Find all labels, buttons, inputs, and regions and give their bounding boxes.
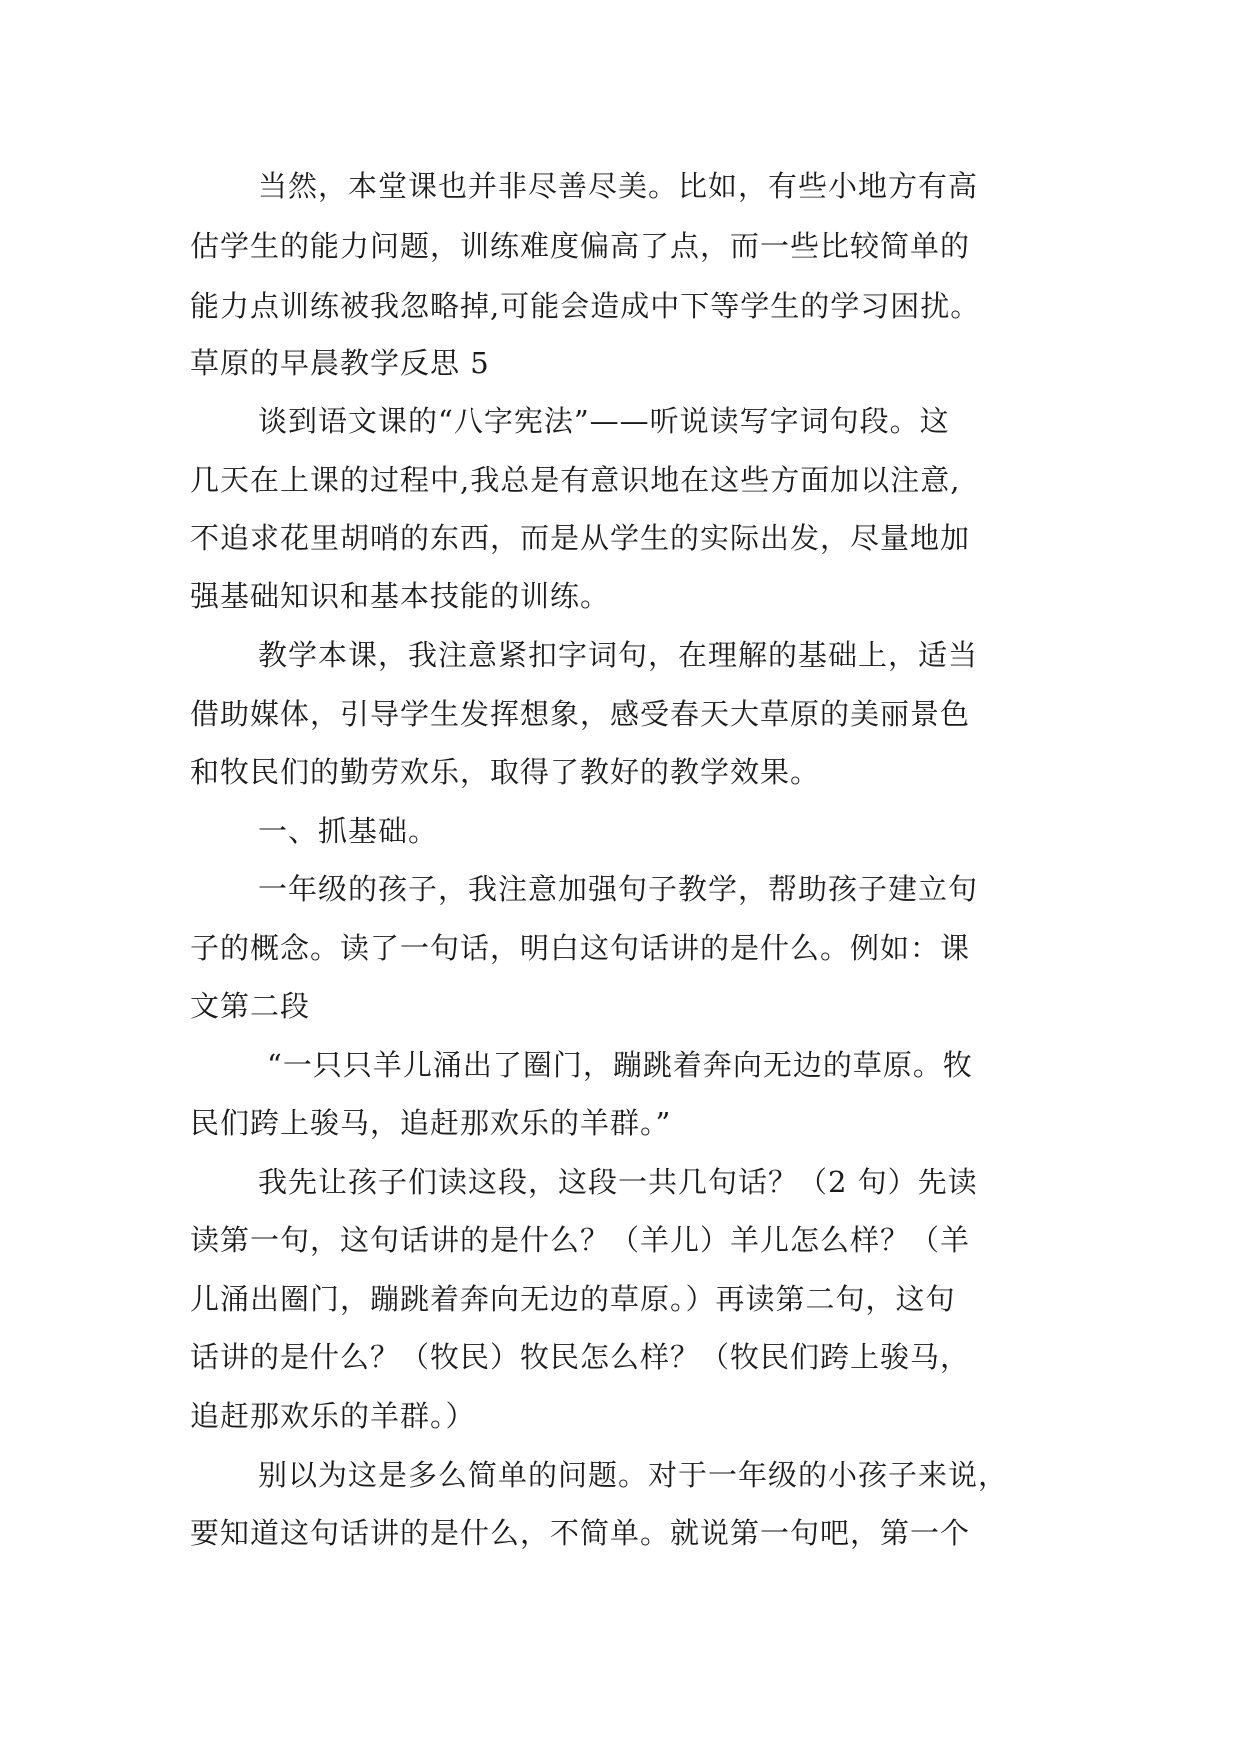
- paragraph-line: 几天在上课的过程中,我总是有意识地在这些方面加以注意,: [190, 463, 961, 497]
- paragraph-line: 儿涌出圈门，蹦跳着奔向无边的草原。）再读第二句，这句: [190, 1282, 956, 1316]
- quote-line: “一只只羊儿涌出了圈门，蹦跳着奔向无边的草原。牧: [267, 1048, 973, 1082]
- paragraph-line: 追赶那欢乐的羊群。）: [190, 1399, 476, 1433]
- paragraph-line: 别以为这是多么简单的问题。对于一年级的小孩子来说，: [258, 1458, 1009, 1492]
- paragraph-line: 一年级的孩子，我注意加强句子教学，帮助孩子建立句: [258, 872, 979, 906]
- paragraph-line: 教学本课，我注意紧扣字词句，在理解的基础上，适当: [258, 638, 979, 672]
- quote-line: 民们跨上骏马，追赶那欢乐的羊群。”: [190, 1106, 672, 1140]
- paragraph-line: 子的概念。读了一句话，明白这句话讲的是什么。例如：课: [190, 931, 971, 965]
- paragraph-line: 文第二段: [190, 989, 311, 1023]
- paragraph-line: 要知道这句话讲的是什么，不简单。就说第一句吧，第一个: [190, 1516, 971, 1550]
- paragraph-line: 当然，本堂课也并非尽善尽美。比如，有些小地方有高: [258, 169, 979, 203]
- section-heading: 草原的早晨教学反思 5: [190, 346, 490, 380]
- paragraph-line: 和牧民们的勤劳欢乐，取得了教好的教学效果。: [190, 755, 821, 789]
- paragraph-line: 谈到语文课的“八字宪法”——听说读写字词句段。这: [258, 404, 950, 438]
- paragraph-line: 能力点训练被我忽略掉,可能会造成中下等学生的学习困扰。: [190, 289, 981, 323]
- paragraph-line: 读第一句，这句话讲的是什么？（羊儿）羊儿怎么样？（羊: [190, 1223, 971, 1257]
- paragraph-line: 我先让孩子们读这段，这段一共几句话？（2 句）先读: [258, 1165, 978, 1199]
- paragraph-line: 强基础知识和基本技能的训练。: [190, 579, 611, 613]
- paragraph-line: 借助媒体，引导学生发挥想象，感受春天大草原的美丽景色: [190, 697, 971, 731]
- paragraph-line: 话讲的是什么？（牧民）牧民怎么样？（牧民们跨上骏马，: [190, 1340, 971, 1374]
- paragraph-line: 不追求花里胡哨的东西，而是从学生的实际出发，尽量地加: [190, 521, 971, 555]
- paragraph-line: 估学生的能力问题，训练难度偏高了点，而一些比较简单的: [190, 229, 971, 263]
- subheading-line: 一、抓基础。: [258, 814, 439, 848]
